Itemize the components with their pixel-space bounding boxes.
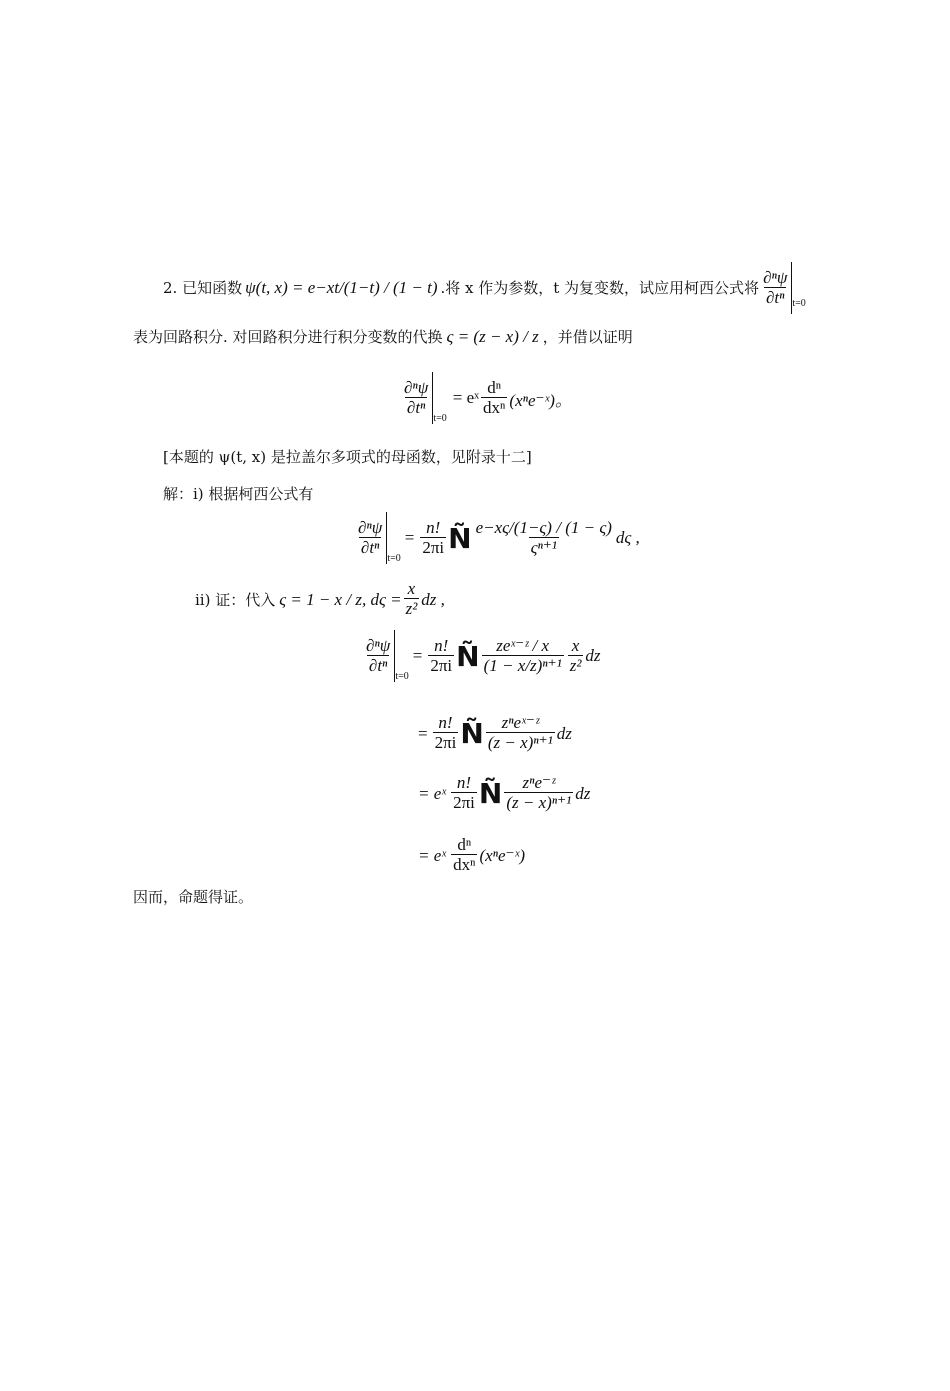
eq2-differential: dz [585,646,601,665]
eq5-d-den: dxⁿ [453,855,476,874]
eq1-integrand-den: ςⁿ⁺¹ [530,537,557,557]
psi-definition: ψ(t, x) = e−xt/(1−t) / (1 − t) [245,278,438,297]
problem-intro: 已知函数 [182,279,243,297]
eq2-integrand-den: (1 − x/z)ⁿ⁺¹ [483,655,562,675]
problem-note: [本题的 ψ(t, x) 是拉盖尔多项式的母函数，见附录十二] [163,448,532,466]
contour-integral-icon: Ñ [478,777,503,810]
solution-part-2-label: ii) 证：代入 [195,590,276,609]
eq2-coef-den: 2πi [430,655,453,675]
conclusion: 因而，命题得证。 [133,888,254,906]
eq5-lead: = eˣ [418,845,447,865]
part2-fraction [404,580,420,619]
eq1-coefficient [420,519,446,558]
eq4-coef-num: n! [456,773,472,792]
eq1-integrand [474,519,614,558]
eq1-coef-den: 2πi [422,537,445,557]
problem-number: 2. [163,279,178,297]
eq5-d-operator [451,836,477,875]
eq2-integrand [482,637,564,676]
target-rhs: = eˣ [452,388,480,407]
target-tail: (xⁿe⁻ˣ)。 [509,390,572,410]
eq2-factor [568,637,584,676]
problem-line-2-tail: ，并借以证明 [542,328,633,346]
eq2-eval-sub: t=0 [395,671,409,682]
eq3-differential: dz [556,723,572,743]
solution-equation-3 [418,714,572,753]
part2-frac-den: z² [405,599,418,618]
target-derivative [402,379,430,418]
eq3-coef-den: 2πi [434,733,457,752]
eq4-differential: dz [575,783,591,803]
eq1-eval-sub: t=0 [387,553,401,564]
target-d-den: dxⁿ [483,397,506,417]
contour-integral-icon: Ñ [456,639,480,673]
eq1-equals: = [404,528,415,547]
eq3-coef-num: n! [438,713,453,732]
problem-params: .将 x 作为参数，t 为复变数，试应用柯西公式将 [440,279,760,297]
eq4-coef-den: 2πi [453,793,475,812]
eq1-derivative [356,519,384,558]
eq4-coefficient [451,774,477,813]
problem-line-1 [163,262,806,314]
eq1-differential: dς , [615,528,640,547]
eq2-coefficient [428,637,454,676]
eq2-equals: = [412,646,423,665]
eq1-deriv-den: ∂tⁿ [360,537,380,557]
part2-frac-num: x [407,579,416,598]
target-identity [400,372,572,424]
solution-equation-5 [418,836,525,875]
eq2-deriv-den: ∂tⁿ [368,655,388,675]
eq1-integrand-num: e−xς/(1−ς) / (1 − ς) [475,517,612,537]
eq2-factor-num: x [571,635,580,655]
eq4-lead: = eˣ [418,783,447,803]
solution-equation-2 [362,630,601,682]
target-d-num: dⁿ [487,377,502,397]
solution-equation-4 [418,774,590,813]
target-deriv-den: ∂tⁿ [406,397,426,417]
eq2-coef-num: n! [434,635,449,655]
eq5-tail: (xⁿe⁻ˣ) [479,845,525,865]
eq3-coefficient [433,714,459,753]
contour-integral-icon: Ñ [448,521,472,555]
eq3-lead: = [418,723,428,743]
eq2-deriv-num: ∂ⁿψ [366,635,391,655]
eq5-d-num: dⁿ [457,835,472,854]
eq3-integrand-num: zⁿeˣ⁻ᶻ [501,713,539,732]
eq3-integrand [486,714,555,753]
solution-equation-1 [354,512,640,564]
part2-substitution: ς = 1 − x / z, dς = [279,589,402,609]
problem-line-2 [133,327,633,347]
target-d-operator [481,379,507,418]
derivative-denominator: ∂tⁿ [765,287,785,307]
eq4-integrand-den: (z − x)ⁿ⁺¹ [506,793,572,812]
contour-integral-icon: Ñ [460,717,484,750]
target-deriv-num: ∂ⁿψ [404,377,429,397]
derivative-numerator: ∂ⁿψ [763,267,788,287]
target-eval-sub: t=0 [433,413,447,424]
problem-line-2-text: 表为回路积分. 对回路积分进行积分变数的代换 [133,328,443,346]
eq2-integrand-num: zeˣ⁻ᶻ / x [496,635,550,655]
substitution-expression: ς = (z − x) / z [446,327,539,346]
solution-part-2 [195,580,445,619]
eq2-derivative [364,637,392,676]
part2-tail: dz , [421,589,445,609]
evaluation-subscript: t=0 [792,298,806,309]
eq3-integrand-den: (z − x)ⁿ⁺¹ [487,733,553,752]
eq1-coef-num: n! [426,517,441,537]
derivative-fraction [761,269,789,308]
solution-part-1-label: 解：i) 根据柯西公式有 [163,485,314,503]
eq1-deriv-num: ∂ⁿψ [358,517,383,537]
eq4-integrand-num: zⁿe⁻ᶻ [522,773,556,792]
eq2-factor-den: z² [569,655,582,675]
eq4-integrand [504,774,573,813]
